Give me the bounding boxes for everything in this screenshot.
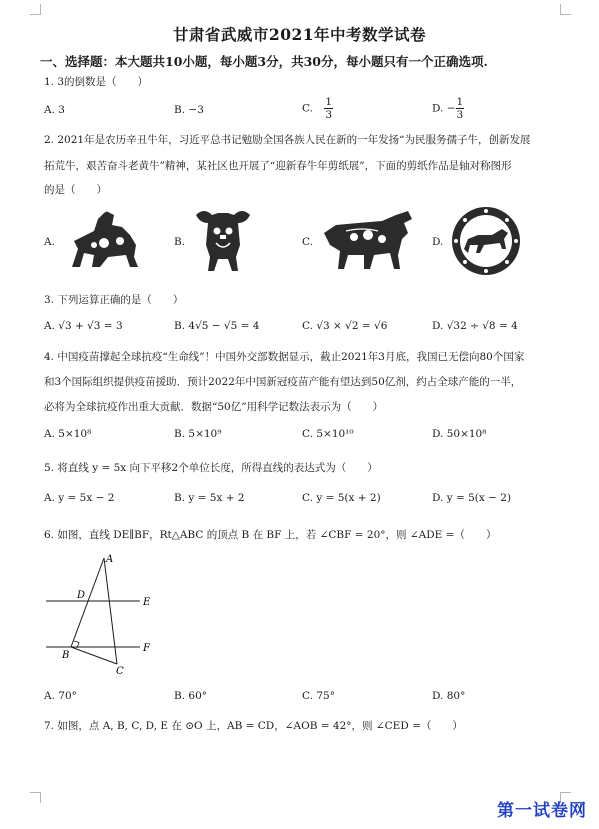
q4-option-d: D. 50×10⁸ (432, 428, 487, 440)
question-1-stem: 1. 3的倒数是（ ） (44, 76, 149, 88)
question-2-line-3: 的是（ ） (44, 184, 107, 196)
corner-mark-top-right (560, 4, 571, 15)
q1-option-c-fraction: $\frac{1}{3}$ (325, 96, 333, 121)
label-a: A (106, 554, 114, 565)
label-c: C (116, 666, 124, 677)
q1-option-d-label: D. − (432, 102, 456, 115)
q1-option-b: B. −3 (174, 104, 204, 116)
q1-option-a: A. 3 (44, 104, 65, 116)
q5-option-c: C. y = 5(x + 2) (302, 492, 381, 504)
q4-option-c: C. 5×10¹⁰ (302, 428, 354, 440)
q6-option-d: D. 80° (432, 690, 466, 702)
q2-option-d: D. (432, 236, 444, 248)
corner-mark-top-left (30, 4, 41, 15)
question-4-line-2: 和3个国际组织提供疫苗援助．预计2022年中国新冠疫苗产能有望达到50亿剂，约占全球产能的一半， (44, 376, 522, 388)
label-e: E (143, 597, 151, 608)
q2-option-a: A. (44, 236, 55, 248)
label-f: F (143, 643, 150, 654)
q1-option-d (432, 96, 464, 121)
papercut-ox-side-image (318, 205, 418, 275)
q1-option-c (302, 96, 333, 121)
papercut-ox-circle-image (450, 205, 522, 277)
question-2-line-1: 2. 2021年是农历辛丑牛年，习近平总书记勉励全国各族人民在新的一年发扬“为民服务孺子牛，创新发展 (44, 134, 531, 146)
q1-option-c-label: C. (302, 102, 313, 115)
question-2-line-2: 拓荒牛，艰苦奋斗老黄牛”精神，某社区也开展了“迎新春牛年剪纸展”，下面的剪纸作品是轴对称图形 (44, 160, 512, 172)
segment-bc (71, 647, 117, 664)
segment-ac (104, 558, 117, 664)
section-heading: 一、选择题：本大题共10小题，每小题3分，共30分，每小题只有一个正确选项. (40, 54, 488, 69)
q5-option-d: D. y = 5(x − 2) (432, 492, 512, 504)
papercut-ox-front-image (190, 205, 256, 275)
q6-option-b: B. 60° (174, 690, 208, 702)
page-title: 甘肃省武威市2021年中考数学试卷 (172, 25, 427, 44)
question-4-line-1: 4. 中国疫苗撑起全球抗疫“生命线”！中国外交部数据显示，截止2021年3月底，我国已无偿向80个国家 (44, 351, 525, 363)
q3-option-c: C. √3 × √2 = √6 (302, 320, 388, 332)
q4-option-b: B. 5×10⁹ (174, 428, 222, 440)
label-d: D (77, 590, 86, 601)
q6-geometry-figure (40, 550, 170, 680)
question-3-stem: 3. 下列运算正确的是（ ） (44, 294, 184, 306)
segment-ab (71, 558, 104, 647)
q6-option-c: C. 75° (302, 690, 335, 702)
q6-option-a: A. 70° (44, 690, 77, 702)
corner-mark-bottom-left (30, 792, 41, 803)
q1-option-d-fraction: $\frac{1}{3}$ (456, 96, 464, 121)
label-b: B (62, 650, 70, 661)
watermark-logo: 第一试卷网 (497, 801, 587, 821)
q2-option-c: C. (302, 236, 313, 248)
q5-option-a: A. y = 5x − 2 (44, 492, 115, 504)
q3-option-a: A. √3 + √3 = 3 (44, 320, 123, 332)
question-5-stem: 5. 将直线 y = 5x 向下平移2个单位长度，所得直线的表达式为（ ） (44, 462, 378, 474)
q5-option-b: B. y = 5x + 2 (174, 492, 245, 504)
question-6-stem: 6. 如图，直线 DE∥BF，Rt△ABC 的顶点 B 在 BF 上，若 ∠CBF = 20°，则 ∠ADE =（ ） (44, 529, 497, 541)
q2-option-b: B. (174, 236, 186, 248)
q4-option-a: A. 5×10⁸ (44, 428, 92, 440)
question-4-line-3: 必将为全球抗疫作出重大贡献．数据“50亿”用科学记数法表示为（ ） (44, 401, 384, 413)
q3-option-d: D. √32 ÷ √8 = 4 (432, 320, 518, 332)
question-7-stem: 7. 如图，点 A, B, C, D, E 在 ⊙O 上，AB = CD，∠AOB = 42°，则 ∠CED =（ ） (44, 720, 463, 732)
papercut-ox-with-child-image (64, 205, 146, 273)
q3-option-b: B. 4√5 − √5 = 4 (174, 320, 260, 332)
